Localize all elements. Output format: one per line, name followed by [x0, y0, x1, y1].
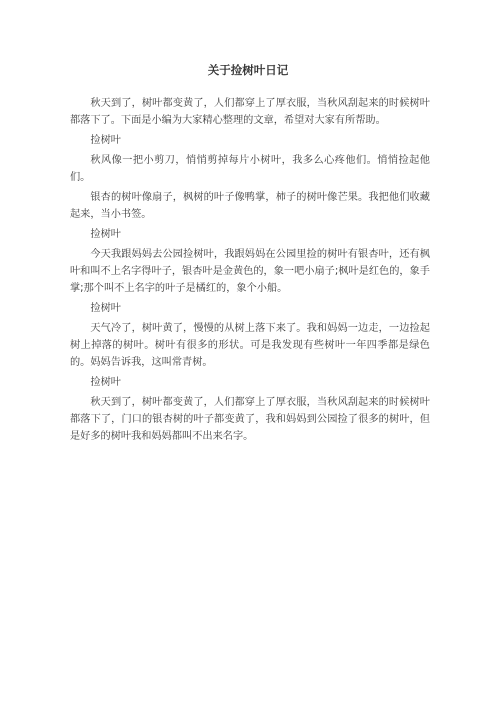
paragraph: 天气冷了，树叶黄了，慢慢的从树上落下来了。我和妈妈一边走，一边捡起树上掉落的树叶。树叶有很多的形状。可是我发现有些树叶一年四季都是绿色的。妈妈告诉我，这叫常青树。	[70, 323, 430, 368]
document-body	[70, 95, 430, 448]
paragraph-intro: 秋天到了，树叶都变黄了，人们都穿上了厚衣服，当秋风刮起来的时候树叶都落下了。下面是小编为大家精心整理的文章，希望对大家有所帮助。	[70, 98, 430, 126]
paragraph: 银杏的树叶像扇子，枫树的叶子像鸭掌，柿子的树叶像芒果。我把他们收藏起来，当小书签。	[70, 192, 430, 220]
section-heading: 捡树叶	[90, 303, 121, 314]
section-heading: 捡树叶	[90, 377, 121, 388]
section-heading: 捡树叶	[90, 229, 121, 240]
document-title: 关于捡树叶日记	[207, 63, 289, 77]
section-heading: 捡树叶	[90, 135, 121, 146]
paragraph: 今天我跟妈妈去公园捡树叶，我跟妈妈在公园里捡的树叶有银杏叶，还有枫叶和叫不上名字得叶子，银杏叶是金黄色的，象一吧小扇子;枫叶是红色的，象手掌;那个叫不上名字的叶子是橘红的，象个小船。	[70, 249, 430, 294]
paragraph: 秋风像一把小剪刀，悄悄剪掉每片小树叶，我多么心疼他们。悄悄捡起他们。	[70, 155, 430, 183]
paragraph: 秋天到了，树叶都变黄了，人们都穿上了厚衣服，当秋风刮起来的时候树叶都落下了，门口的银杏树的叶子都变黄了，我和妈妈到公园捡了很多的树叶，但是好多的树叶我和妈妈都叫不出来名字。	[70, 397, 430, 442]
